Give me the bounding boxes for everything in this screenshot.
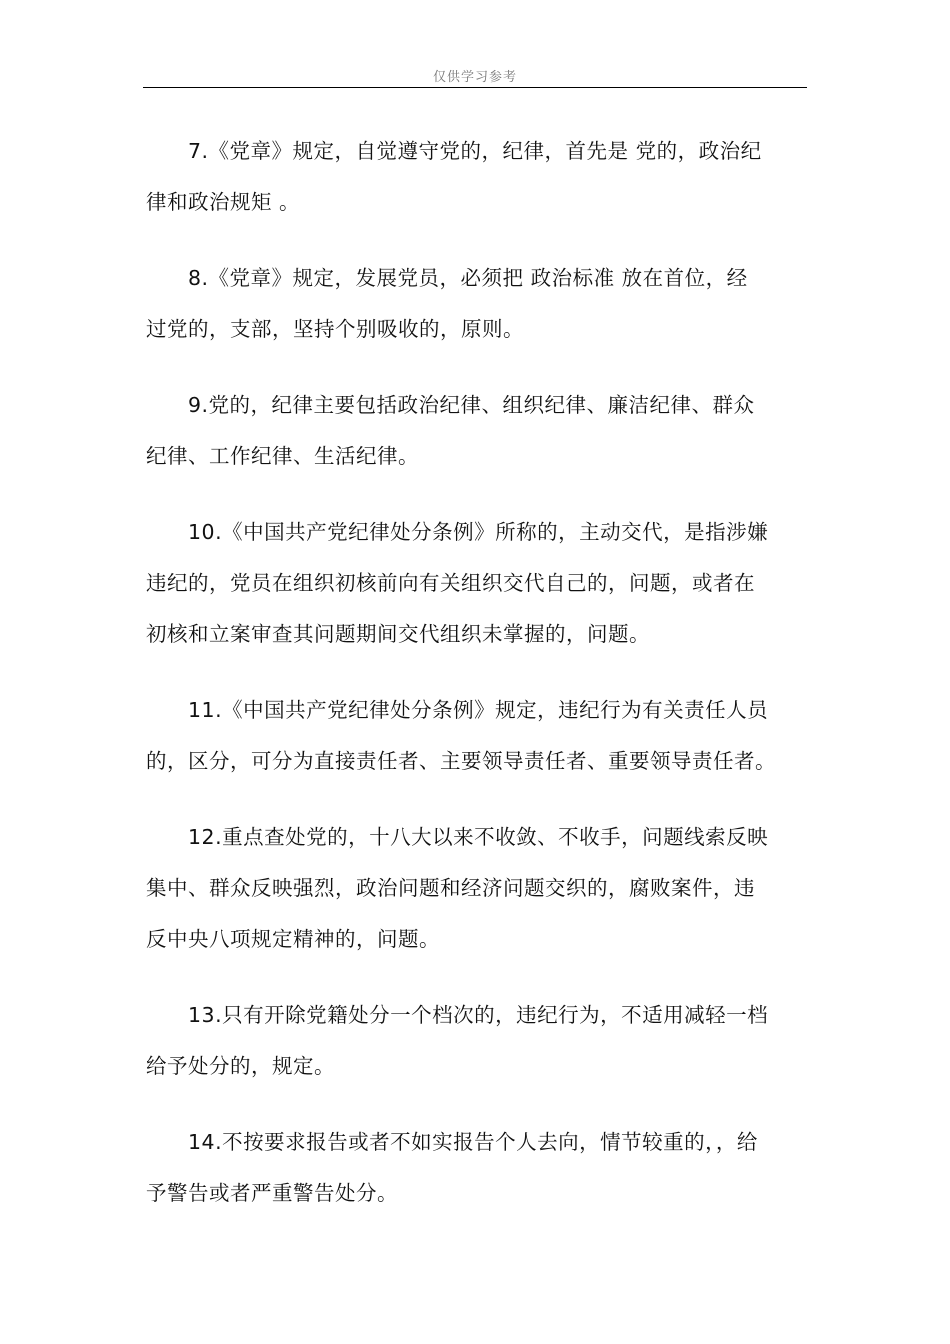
paragraph-10	[146, 507, 808, 660]
paragraph-line: 过党的，支部，坚持个别吸收的，原则。	[146, 317, 524, 341]
paragraph-line: 集中、群众反映强烈，政治问题和经济问题交织的，腐败案件，违	[146, 876, 755, 900]
paragraph-9	[146, 380, 808, 482]
paragraph-line: 反中央八项规定精神的，问题。	[146, 927, 440, 951]
paragraph-line: 14.不按要求报告或者不如实报告个人去向，情节较重的，，给	[188, 1130, 758, 1154]
paragraph-line: 予警告或者严重警告处分。	[146, 1181, 398, 1205]
paragraph-12	[146, 812, 808, 965]
paragraph-line: 给予处分的，规定。	[146, 1054, 335, 1078]
paragraph-line: 10.《中国共产党纪律处分条例》所称的，主动交代，是指涉嫌	[188, 520, 769, 544]
paragraph-14	[146, 1117, 808, 1219]
paragraph-line: 9.党的，纪律主要包括政治纪律、组织纪律、廉洁纪律、群众	[188, 393, 755, 417]
header-text: 仅供学习参考	[432, 70, 517, 85]
paragraph-line: 初核和立案审查其问题期间交代组织未掌握的，问题。	[146, 622, 650, 646]
paragraph-line: 的，区分，可分为直接责任者、主要领导责任者、重要领导责任者。	[146, 749, 776, 773]
paragraph-7	[146, 126, 808, 228]
paragraph-line: 律和政治规矩 。	[146, 190, 301, 214]
paragraph-13	[146, 990, 808, 1092]
paragraph-line: 13.只有开除党籍处分一个档次的，违纪行为，不适用减轻一档	[188, 1003, 769, 1027]
paragraph-line: 12.重点查处党的，十八大以来不收敛、不收手，问题线索反映	[188, 825, 769, 849]
paragraph-line: 11.《中国共产党纪律处分条例》规定，违纪行为有关责任人员	[188, 698, 769, 722]
paragraph-line: 违纪的，党员在组织初核前向有关组织交代自己的，问题，或者在	[146, 571, 755, 595]
document-body	[146, 126, 808, 1244]
paragraph-11	[146, 685, 808, 787]
paragraph-line: 7.《党章》规定，自觉遵守党的，纪律，首先是 党的，政治纪	[188, 139, 762, 163]
paragraph-line: 8.《党章》规定，发展党员，必须把 政治标准 放在首位，经	[188, 266, 748, 290]
paragraph-line: 纪律、工作纪律、生活纪律。	[146, 444, 419, 468]
paragraph-8	[146, 253, 808, 355]
page-header	[143, 66, 807, 88]
